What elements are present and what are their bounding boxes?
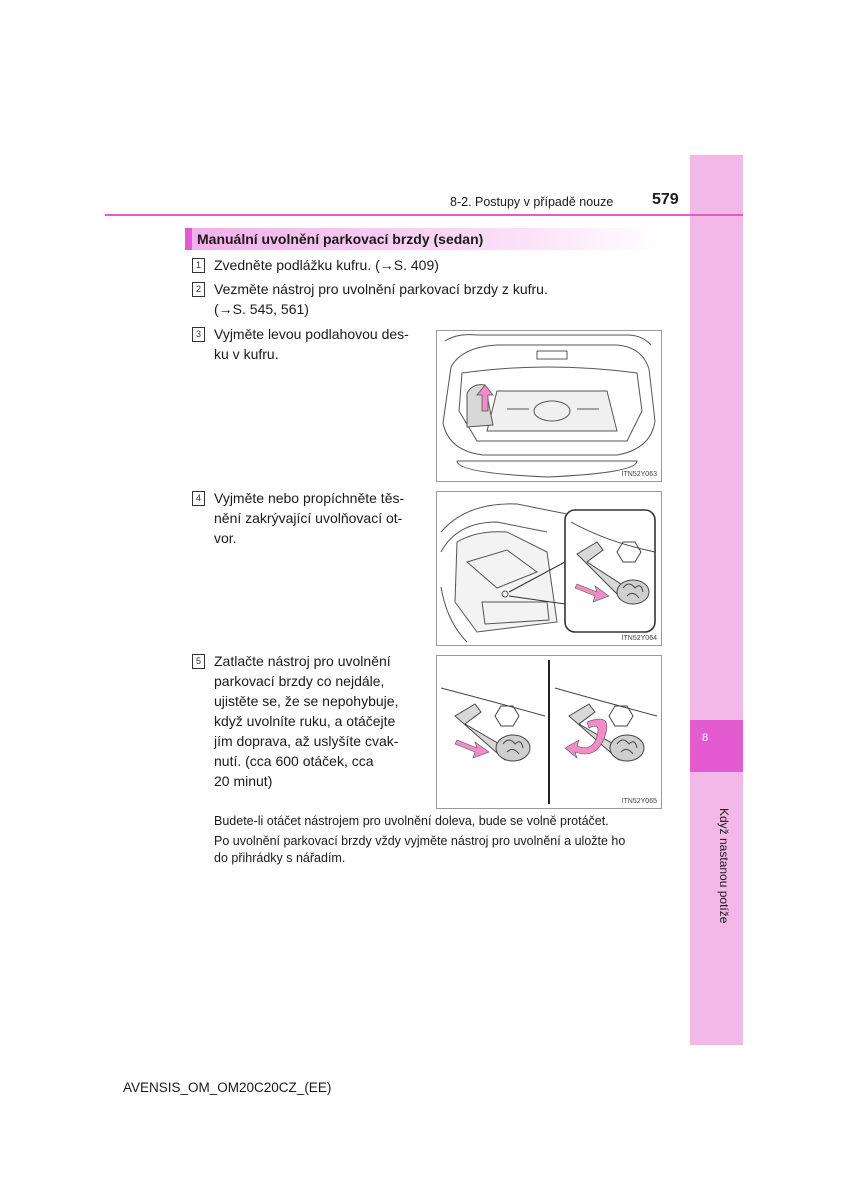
- rotate-arrow-icon: [565, 719, 607, 758]
- step-text-4-line1: Vyjměte nebo propíchněte těs-: [214, 490, 405, 506]
- step-number-3: 3: [192, 327, 205, 342]
- note-2-line2: do přihrádky s nářadím.: [214, 851, 346, 865]
- step-text-5-line5: jím doprava, až uslyšíte cvak-: [214, 733, 399, 749]
- step-text-5-line3: ujistěte se, že se nepohybuje,: [214, 693, 399, 709]
- chapter-title: Když nastanou potíže: [717, 808, 731, 924]
- figure-code-1: ITN52Y063: [621, 471, 657, 478]
- step-number-2: 2: [192, 282, 205, 297]
- chapter-number: 8: [701, 732, 709, 744]
- page-number: 579: [652, 191, 679, 208]
- figure-trunk-floor: [436, 330, 662, 482]
- step-text-5-line6: nutí. (cca 600 otáček, cca: [214, 753, 374, 769]
- figure-rotate-tool: [436, 655, 662, 809]
- header-section-title: 8-2. Postupy v případě nouze: [450, 195, 614, 209]
- section-title: Manuální uvolnění parkovací brzdy (sedan): [197, 231, 484, 247]
- rotate-tool-illustration: [437, 656, 661, 808]
- header-rule: [105, 214, 743, 216]
- step-number-5: 5: [192, 654, 205, 669]
- figure-code-2: ITN52Y064: [621, 635, 657, 642]
- footer-document-id: AVENSIS_OM_OM20C20CZ_(EE): [123, 1080, 332, 1095]
- note-1: Budete-li otáčet nástrojem pro uvolnění doleva, bude se volně protáčet.: [214, 814, 609, 828]
- step-text-4-line3: vor.: [214, 530, 237, 546]
- step-text-3-line1: Vyjměte levou podlahovou des-: [214, 326, 409, 342]
- step-number-4: 4: [192, 491, 205, 506]
- step-number-1: 1: [192, 258, 205, 273]
- step-text-5-line4: když uvolníte ruku, a otáčejte: [214, 713, 396, 729]
- step-text-1: Zvedněte podlážku kufru. (→S. 409): [214, 257, 439, 273]
- figure-release-hole-seal: [436, 491, 662, 646]
- step-text-2-line2: (→S. 545, 561): [214, 301, 309, 317]
- figure-code-3: ITN52Y065: [621, 798, 657, 805]
- step-text-4-line2: nění zakrývající uvolňovací ot-: [214, 510, 403, 526]
- step-text-5-line2: parkovací brzdy co nejdále,: [214, 673, 385, 689]
- step-text-5-line7: 20 minut): [214, 773, 273, 789]
- note-2-line1: Po uvolnění parkovací brzdy vždy vyjměte nástroj pro uvolnění a uložte ho: [214, 834, 626, 848]
- seal-illustration: [437, 492, 661, 645]
- chapter-side-tab-active: [690, 720, 743, 772]
- push-arrow-icon: [455, 740, 489, 758]
- step-text-2-line1: Vezměte nástroj pro uvolnění parkovací brzdy z kufru.: [214, 281, 548, 297]
- step-text-5-line1: Zatlačte nástroj pro uvolnění: [214, 653, 391, 669]
- step-text-3-line2: ku v kufru.: [214, 346, 279, 362]
- trunk-illustration: [437, 331, 661, 481]
